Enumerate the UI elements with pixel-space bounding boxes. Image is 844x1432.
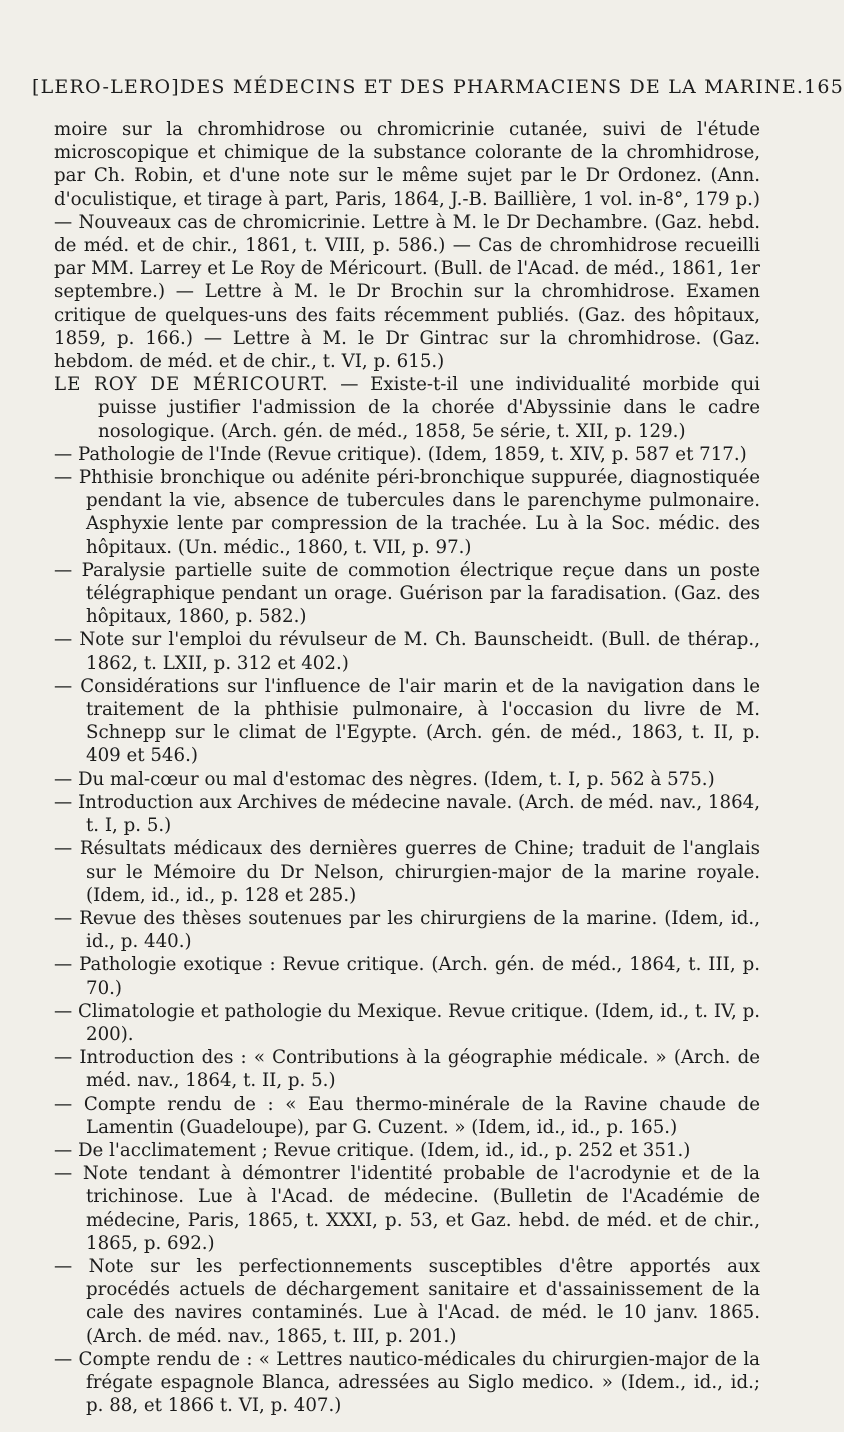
bibliography-body bbox=[54, 118, 760, 1417]
bibliography-entry: — Paralysie partielle suite de commotion électrique reçue dans un poste télégraphique pendant un orage. Guérison par la faradisation. (Gaz. des hôpitaux, 1860, p. 582.) bbox=[54, 559, 760, 628]
bibliography-entry: — Introduction des : « Contributions à la géographie médicale. » (Arch. de méd. nav., 1864, t. II, p. 5.) bbox=[54, 1047, 760, 1092]
bibliography-entry: — Introduction aux Archives de médecine navale. (Arch. de méd. nav., 1864, t. I, p. 5.) bbox=[54, 791, 760, 837]
bibliography-entry: — Du mal-cœur ou mal d'estomac des nègres. (Idem, t. I, p. 562 à 575.) bbox=[54, 768, 715, 790]
continued-entry: moire sur la chromhidrose ou chromicrinie cutanée, suivi de l'étude microscopique et chimique de la substance colorante de la chromhidrose, par Ch. Robin, et d'une note sur le même sujet par le Dr Ordonez. (Ann. d'oculistique, et tirage à part, Paris, 1864, J.-B. Baillière, 1 vol. in-8°, 179 p.) — Nouveaux cas de chromicrinie. Lettre à M. le Dr Dechambre. (Gaz. hebd. de méd. et de chir., 1861, t. VIII, p. 586.) — Cas de chromhidrose recueilli par MM. Larrey et Le Roy de Méricourt. (Bull. de l'Acad. de méd., 1861, 1er septembre.) — Lettre à M. le Dr Brochin sur la chromhidrose. Examen critique de quelques-uns des faits récemment publiés. (Gaz. des hôpitaux, 1859, p. 166.) — Lettre à M. le Dr Gintrac sur la chromhidrose. (Gaz. hebdom. de méd. et de chir., t. VI, p. 615.) bbox=[54, 119, 760, 373]
bibliography-entry: — Résultats médicaux des dernières guerres de Chine; traduit de l'anglais sur le Mémoire du Dr Nelson, chirurgien-major de la marine royale. (Idem, id., id., p. 128 et 285.) bbox=[54, 838, 760, 906]
bibliography-entry: — Pathologie de l'Inde (Revue critique). (Idem, 1859, t. XIV, p. 587 et 717.) bbox=[54, 443, 747, 465]
bibliography-entry: — De l'acclimatement ; Revue critique. (Idem, id., id., p. 252 et 351.) bbox=[54, 1139, 691, 1161]
running-header bbox=[32, 76, 844, 98]
bibliography-entry: — Note sur les perfectionnements susceptibles d'être apportés aux procédés actuels de déchargement sanitaire et d'assainissement de la cale des navires contaminés. Lue à l'Acad. de méd. le 10 janv. 1865. (Arch. de méd. nav., 1865, t. III, p. 201.) bbox=[54, 1255, 760, 1347]
author-name: LE ROY DE MÉRICOURT. bbox=[54, 374, 329, 396]
header-left: [LERO-LERO] bbox=[32, 76, 180, 98]
bibliography-entry: — Climatologie et pathologie du Mexique. Revue critique. (Idem, id., t. IV, p. 200). bbox=[54, 1000, 760, 1045]
bibliography-entry: — Note sur l'emploi du révulseur de M. Ch. Baunscheidt. (Bull. de thérap., 1862, t. LXII, p. 312 et 402.) bbox=[54, 629, 760, 674]
bibliography-entry: — Revue des thèses soutenues par les chirurgiens de la marine. (Idem, id., id., p. 440.) bbox=[54, 907, 760, 953]
bibliography-entry: — Compte rendu de : « Eau thermo-minérale de la Ravine chaude de Lamentin (Guadeloupe), par G. Cuzent. » (Idem, id., id., p. 165.) bbox=[54, 1093, 760, 1138]
bibliography-entry: — Compte rendu de : « Lettres nautico-médicales du chirurgien-major de la frégate espagnole Blanca, adressées au Siglo medico. » (Idem., id., id.; p. 88, et 1866 t. VI, p. 407.) bbox=[54, 1348, 760, 1417]
bibliography-entry: — Note tendant à démontrer l'identité probable de l'acrodynie et de la trichinose. Lue à l'Acad. de médecine. (Bulletin de l'Académie de médecine, Paris, 1865, t. XXXI, p. 53, et Gaz. hebd. de méd. et de chir., 1865, p. 692.) bbox=[54, 1163, 760, 1254]
bibliography-entry: — Pathologie exotique : Revue critique. (Arch. gén. de méd., 1864, t. III, p. 70.) bbox=[54, 954, 760, 999]
bibliography-entry: — Phthisie bronchique ou adénite péri-bronchique suppurée, diagnostiquée pendant la vie, absence de tubercules dans le parenchyme pulmonaire. Asphyxie lente par compression de la trachée. Lu à la Soc. médic. des hôpitaux. (Un. médic., 1860, t. VII, p. 97.) bbox=[54, 467, 760, 558]
author-first-entry: — Existe-t-il une individualité morbide qui puisse justifier l'admission de la chorée d'Abyssinie dans le cadre nosologique. (Arch. gén. de méd., 1858, 5e série, t. XII, p. 129.) bbox=[98, 374, 760, 442]
author-entry bbox=[54, 373, 760, 443]
page-number: 165 bbox=[804, 76, 844, 98]
bibliography-entry: — Considérations sur l'influence de l'air marin et de la navigation dans le traitement de la phthisie pulmonaire, à l'occasion du livre de M. Schnepp sur le climat de l'Egypte. (Arch. gén. de méd., 1863, t. II, p. 409 et 546.) bbox=[54, 675, 760, 767]
header-title: DES MÉDECINS ET DES PHARMACIENS DE LA MARINE. bbox=[179, 76, 805, 98]
